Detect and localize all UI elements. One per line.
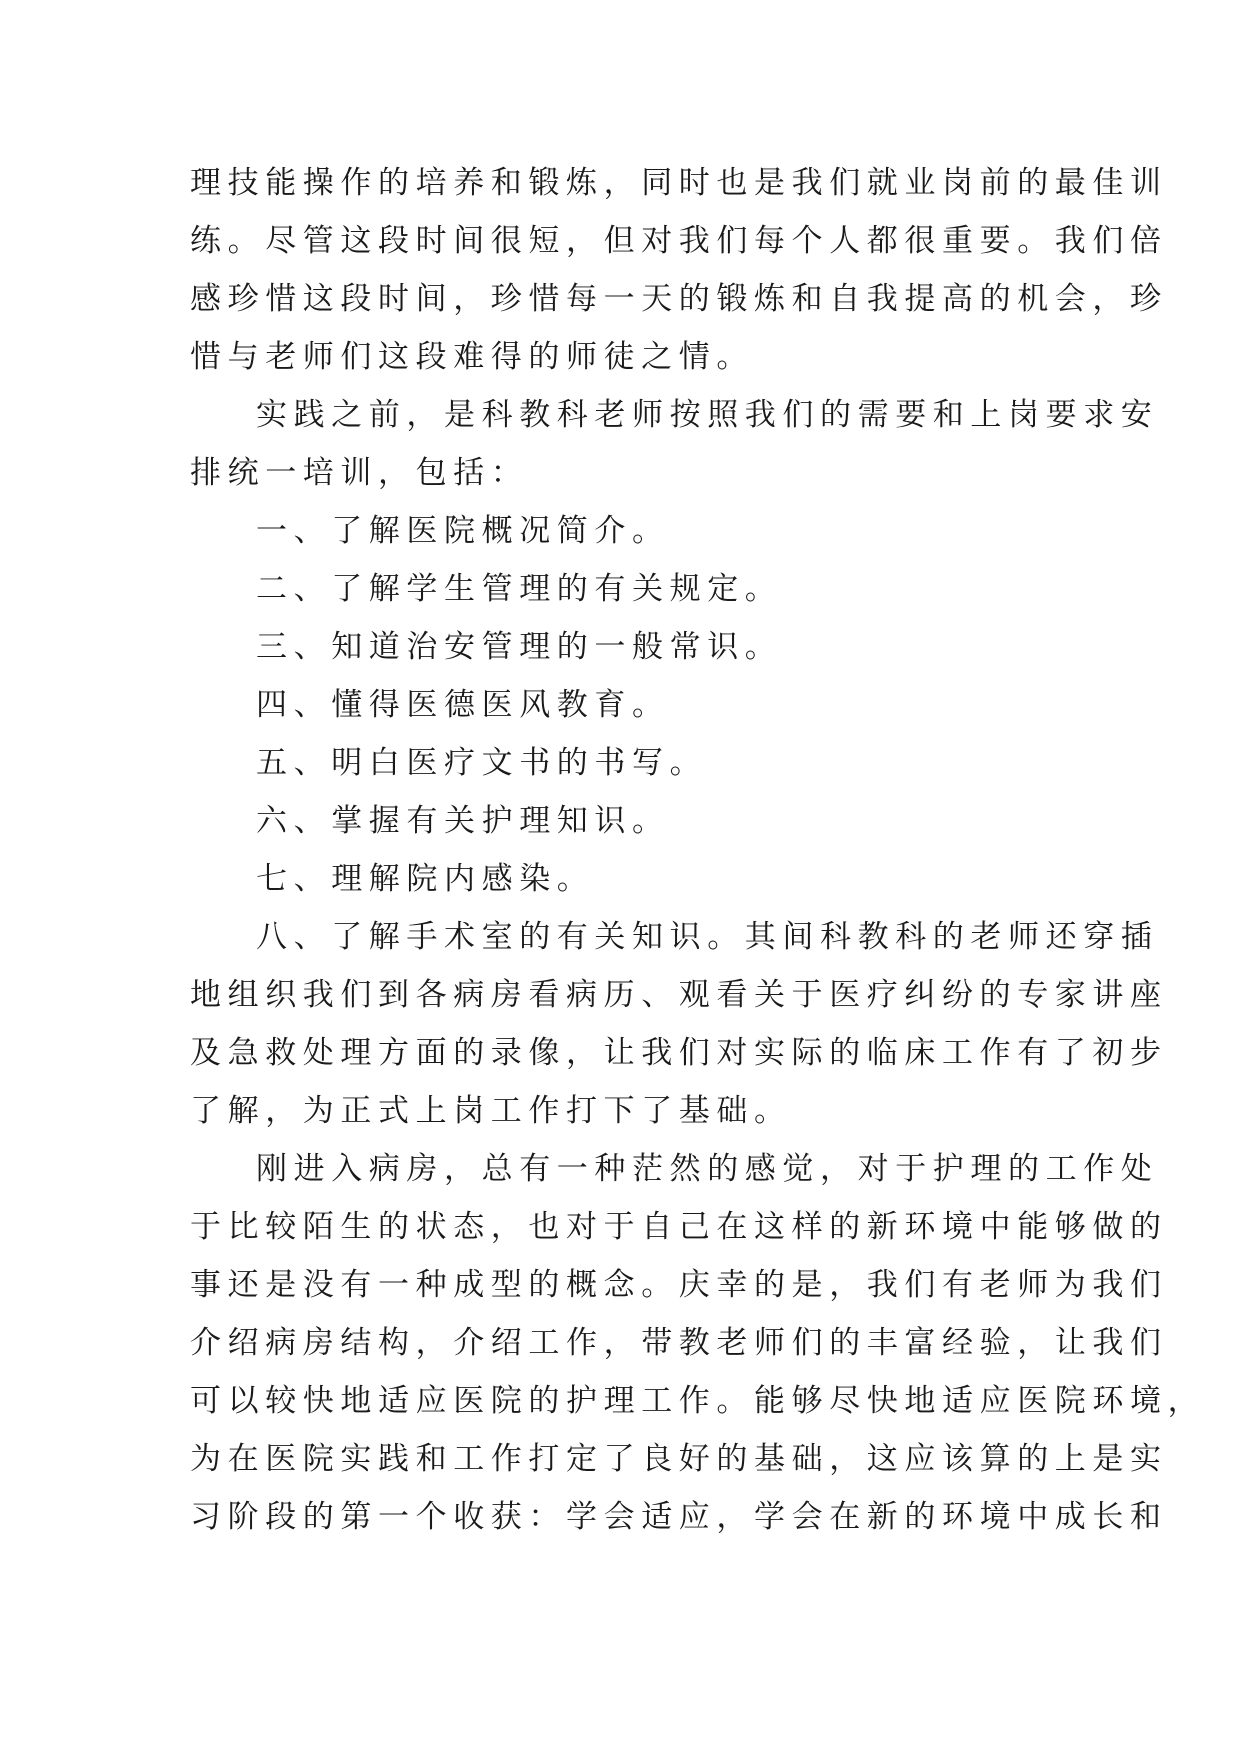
list-item-5: 五、明白医疗文书的书写。 <box>256 745 708 781</box>
text-line-17: 了解，为正式上岗工作打下了基础。 <box>190 1093 792 1129</box>
text-line-15: 地组织我们到各病房看病历、观看关于医疗纠纷的专家讲座 <box>190 977 1168 1013</box>
body-text <box>190 154 1206 1546</box>
list-item-6: 六、掌握有关护理知识。 <box>256 803 670 839</box>
text-line-22: 可以较快地适应医院的护理工作。能够尽快地适应医院环境， <box>190 1383 1206 1419</box>
text-line-3: 感珍惜这段时间，珍惜每一天的锻炼和自我提高的机会，珍 <box>190 281 1168 317</box>
text-line-16: 及急救处理方面的录像，让我们对实际的临床工作有了初步 <box>190 1035 1168 1071</box>
text-line-20: 事还是没有一种成型的概念。庆幸的是，我们有老师为我们 <box>190 1267 1168 1303</box>
text-line-6: 排统一培训，包括： <box>190 455 529 491</box>
text-line-5: 实践之前，是科教科老师按照我们的需要和上岗要求安 <box>256 397 1159 433</box>
list-item-8: 八、了解手术室的有关知识。其间科教科的老师还穿插 <box>256 919 1159 955</box>
text-line-4: 惜与老师们这段难得的师徒之情。 <box>190 339 754 375</box>
text-line-1: 理技能操作的培养和锻炼，同时也是我们就业岗前的最佳训 <box>190 165 1168 201</box>
list-item-4: 四、懂得医德医风教育。 <box>256 687 670 723</box>
list-item-1: 一、了解医院概况简介。 <box>256 513 670 549</box>
list-item-2: 二、了解学生管理的有关规定。 <box>256 571 783 607</box>
text-line-23: 为在医院实践和工作打定了良好的基础，这应该算的上是实 <box>190 1441 1168 1477</box>
text-line-24: 习阶段的第一个收获：学会适应，学会在新的环境中成长和 <box>190 1499 1168 1535</box>
list-item-7: 七、理解院内感染。 <box>256 861 595 897</box>
list-item-3: 三、知道治安管理的一般常识。 <box>256 629 783 665</box>
text-line-19: 于比较陌生的状态，也对于自己在这样的新环境中能够做的 <box>190 1209 1168 1245</box>
text-line-18: 刚进入病房，总有一种茫然的感觉，对于护理的工作处 <box>256 1151 1159 1187</box>
text-line-21: 介绍病房结构，介绍工作，带教老师们的丰富经验，让我们 <box>190 1325 1168 1361</box>
text-line-2: 练。尽管这段时间很短，但对我们每个人都很重要。我们倍 <box>190 223 1168 259</box>
